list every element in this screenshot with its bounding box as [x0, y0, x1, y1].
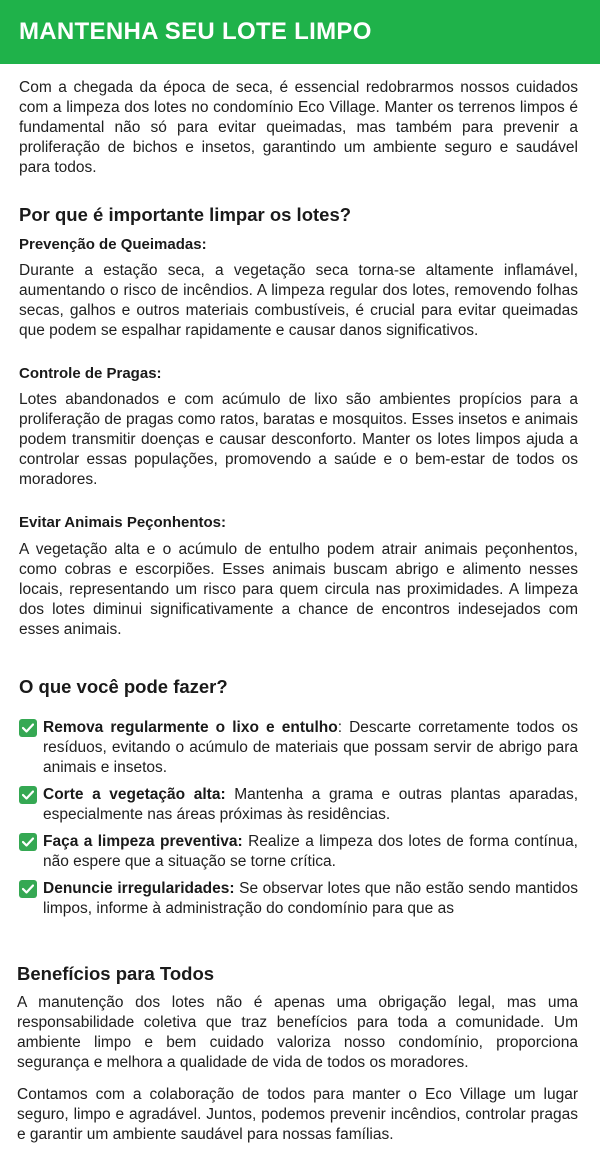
action-list — [19, 718, 578, 919]
list-item — [19, 879, 578, 919]
why-heading: Por que é importante limpar os lotes? — [19, 204, 352, 225]
list-item — [19, 785, 578, 825]
benefits-paragraph-2: Contamos com a colaboração de todos para manter o Eco Village um lugar seguro, limpo e agradável. Juntos, podemos prevenir incêndios, controlar pragas e garantir um ambiente saudável para nossas famílias. — [17, 1086, 578, 1143]
page-title: MANTENHA SEU LOTE LIMPO — [19, 18, 372, 45]
intro-paragraph: Com a chegada da época de seca, é essencial redobrarmos nossos cuidados com a limpeza dos lotes no condomínio Eco Village. Manter os terrenos limpos é fundamental não só para evitar queimadas, mas também para prevenir a proliferação de bichos e insetos, garantindo um ambiente seguro e saudável para todos. — [19, 79, 578, 176]
pest-control-text: Lotes abandonados e com acúmulo de lixo são ambientes propícios para a proliferação de pragas como ratos, baratas e mosquitos. Esses insetos e animais podem transmitir doenças e causar desconforto. Manter os lotes limpos ajuda a controlar essas populações, promovendo a saúde e o bem-estar de todos os moradores. — [19, 391, 578, 488]
check-mark-icon — [19, 719, 37, 737]
benefits-paragraph-1: A manutenção dos lotes não é apenas uma obrigação legal, mas uma responsabilidade coletiva que traz benefícios para toda a comunidade. Um ambiente limpo e bem cuidado valoriza nosso condomínio, proporciona segurança e melhora a qualidade de vida de todos os moradores. — [17, 994, 578, 1071]
check-mark-icon — [19, 880, 37, 898]
action-text — [43, 879, 578, 919]
fire-prevention-text: Durante a estação seca, a vegetação seca torna-se altamente inflamável, aumentando o risco de incêndios. A limpeza regular dos lotes, removendo folhas secas, galhos e outros materiais combustíveis, é crucial para evitar queimadas que podem se espalhar rapidamente e causar danos significativos. — [19, 262, 578, 339]
list-item — [19, 832, 578, 872]
action-desc: : Descarte corretamente todos os resíduos, evitando o acúmulo de materiais que possam servir de abrigo para animais e insetos. — [43, 719, 578, 776]
action-bold: Denuncie irregularidades: — [43, 880, 235, 897]
article-body — [0, 78, 600, 1145]
benefits-heading: Benefícios para Todos — [17, 963, 215, 984]
action-desc: Realize a limpeza dos lotes de forma contínua, não espere que a situação se torne crítica. — [43, 833, 578, 870]
list-item — [19, 718, 578, 778]
action-text — [43, 718, 578, 778]
action-bold: Corte a vegetação alta: — [43, 786, 226, 803]
action-text — [43, 785, 578, 825]
action-desc: Se observar lotes que não estão sendo mantidos limpos, informe à administração do condomínio para que as — [43, 880, 578, 917]
action-text — [43, 832, 578, 872]
action-bold: Remova regularmente o lixo e entulho — [43, 719, 338, 736]
action-bold: Faça a limpeza preventiva: — [43, 833, 243, 850]
check-mark-icon — [19, 786, 37, 804]
venomous-animals-title: Evitar Animais Peçonhentos: — [19, 514, 226, 531]
pest-control-title: Controle de Pragas: — [19, 365, 162, 382]
fire-prevention-title: Prevenção de Queimadas: — [19, 236, 207, 253]
action-desc: Mantenha a grama e outras plantas aparadas, especialmente nas áreas próximas às residências. — [43, 786, 578, 823]
what-heading: O que você pode fazer? — [19, 676, 228, 697]
check-mark-icon — [19, 833, 37, 851]
header-banner — [0, 0, 600, 64]
venomous-animals-text: A vegetação alta e o acúmulo de entulho podem atrair animais peçonhentos, como cobras e escorpiões. Esses animais buscam abrigo e alimento nesses locais, representando um risco para quem circula nas proximidades. A limpeza dos lotes diminui significativamente a chance de encontros indesejados com esses animais. — [19, 541, 578, 638]
